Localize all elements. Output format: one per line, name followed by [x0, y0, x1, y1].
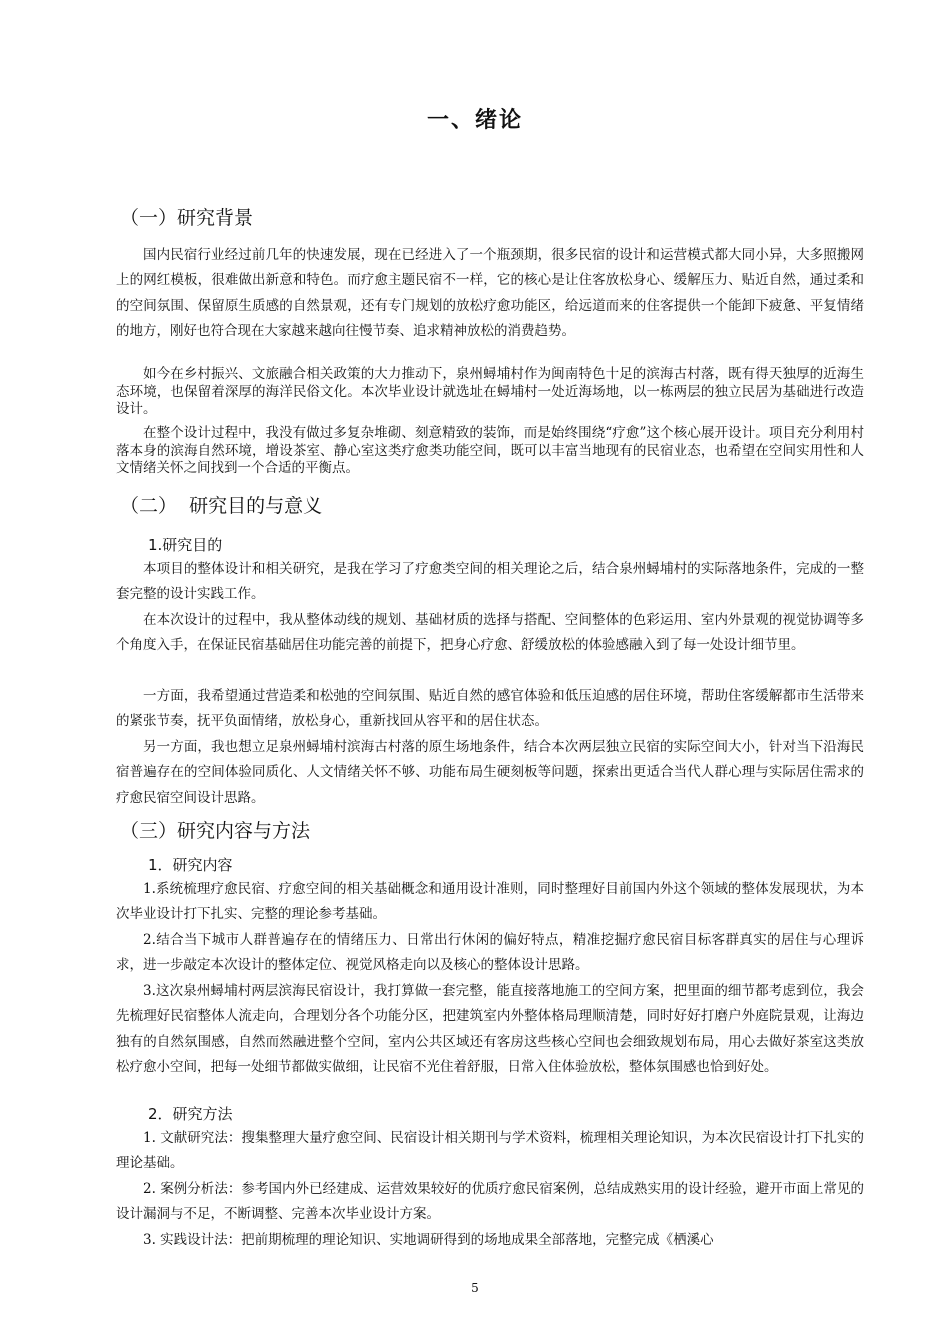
section-heading-content-method: （三）研究内容与方法: [120, 820, 311, 842]
section-heading-background: （一）研究背景: [120, 207, 254, 229]
purpose-paragraph-1: 本项目的整体设计和相关研究，是我在学习了疗愈类空间的相关理论之后，结合泉州蟳埔村的实际落地条件，完成的一整套完整的设计实践工作。: [116, 561, 864, 603]
purpose-paragraph-3: 一方面，我希望通过营造柔和松弛的空间氛围、贴近自然的感官体验和低压迫感的居住环境，帮助住客缓解都市生活带来的紧张节奏，抚平负面情绪，放松身心，重新找回从容平和的居住状态。: [116, 688, 864, 730]
subheading-research-purpose: 1.研究目的: [148, 536, 223, 554]
content-item-3: 3.这次泉州蟳埔村两层滨海民宿设计，我打算做一套完整，能直接落地施工的空间方案，把里面的细节都考虑到位，我会先梳理好民宿整体人流走向，合理划分各个功能分区，把建筑室内外整体格局理顺清楚，同时好好打磨户外庭院景观，让海边独有的自然氛围感，自然而然融进整个空间，室内公共区域还有客房这些核心空间也会细致规划布局，用心去做好茶室这类放松疗愈小空间，把每一处细节都做实做细，让民宿不光住着舒服，日常入住体验放松，整体氛围感也恰到好处。: [116, 983, 864, 1076]
method-item-2: 2. 案例分析法：参考国内外已经建成、运营效果较好的优质疗愈民宿案例，总结成熟实用的设计经验，避开市面上常见的设计漏洞与不足，不断调整、完善本次毕业设计方案。: [116, 1181, 864, 1223]
page-number: 5: [471, 1281, 479, 1295]
purpose-paragraph-4: 另一方面，我也想立足泉州蟳埔村滨海古村落的原生场地条件，结合本次两层独立民宿的实际空间大小，针对当下沿海民宿普遍存在的空间体验同质化、人文情绪关怀不够、功能布局生硬刻板等问题，探索出更适合当代人群心理与实际居住需求的疗愈民宿空间设计思路。: [116, 739, 864, 806]
purpose-paragraph-2: 在本次设计的过程中，我从整体动线的规划、基础材质的选择与搭配、空间整体的色彩运用、室内外景观的视觉协调等多个角度入手，在保证民宿基础居住功能完善的前提下，把身心疗愈、舒缓放松的体验感融入到了每一处设计细节里。: [116, 612, 864, 654]
subheading-research-content: 1．研究内容: [148, 856, 233, 874]
section-heading-purpose: （二） 研究目的与意义: [120, 495, 323, 517]
subheading-research-method: 2．研究方法: [148, 1105, 233, 1123]
method-item-3: 3. 实践设计法：把前期梳理的理论知识、实地调研得到的场地成果全部落地，完整完成《栖溪心: [143, 1232, 714, 1248]
chapter-title: 一、绪论: [426, 108, 523, 133]
content-item-2: 2.结合当下城市人群普遍存在的情绪压力、日常出行休闲的偏好特点，精准挖掘疗愈民宿目标客群真实的居住与心理诉求，进一步敲定本次设计的整体定位、视觉风格走向以及核心的整体设计思路。: [116, 932, 864, 974]
background-paragraph-1: 国内民宿行业经过前几年的快速发展，现在已经进入了一个瓶颈期，很多民宿的设计和运营模式都大同小异，大多照搬网上的网红模板，很难做出新意和特色。而疗愈主题民宿不一样，它的核心是让住客放松身心、缓解压力、贴近自然，通过柔和的空间氛围、保留原生质感的自然景观，还有专门规划的放松疗愈功能区，给远道而来的住客提供一个能卸下疲惫、平复情绪的地方，刚好也符合现在大家越来越向往慢节奏、追求精神放松的消费趋势。: [116, 247, 864, 340]
method-item-1: 1. 文献研究法：搜集整理大量疗愈空间、民宿设计相关期刊与学术资料，梳理相关理论知识，为本次民宿设计打下扎实的理论基础。: [116, 1130, 864, 1172]
background-paragraph-3: 在整个设计过程中，我没有做过多复杂堆砌、刻意精致的装饰，而是始终围绕“疗愈”这个核心展开设计。项目充分利用村落本身的滨海自然环境，增设茶室、静心室这类疗愈类功能空间，既可以丰富当地现有的民宿业态，也希望在空间实用性和人文情绪关怀之间找到一个合适的平衡点。: [116, 425, 864, 476]
background-paragraph-2: 如今在乡村振兴、文旅融合相关政策的大力推动下，泉州蟳埔村作为闽南特色十足的滨海古村落，既有得天独厚的近海生态环境，也保留着深厚的海洋民俗文化。本次毕业设计就选址在蟳埔村一处近海场地，以一栋两层的独立民居为基础进行改造设计。: [116, 366, 864, 417]
content-item-1: 1.系统梳理疗愈民宿、疗愈空间的相关基础概念和通用设计准则，同时整理好目前国内外这个领域的整体发展现状，为本次毕业设计打下扎实、完整的理论参考基础。: [116, 881, 864, 923]
